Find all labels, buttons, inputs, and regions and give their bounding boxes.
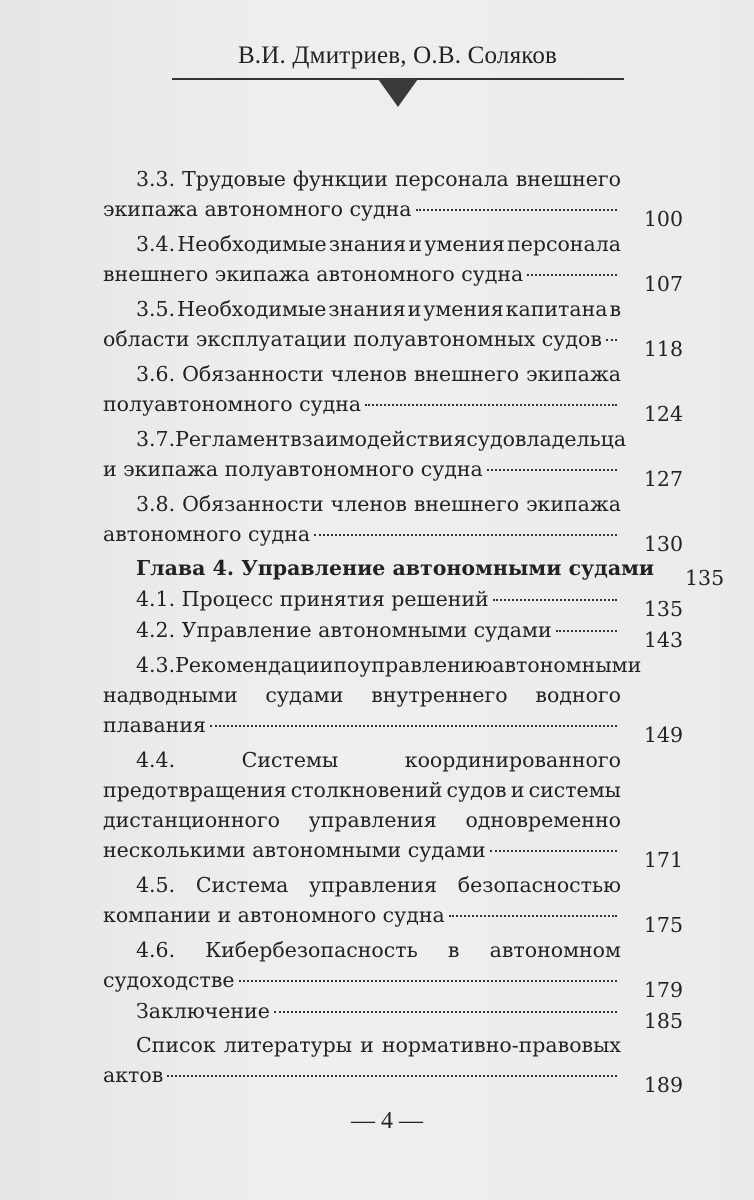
toc-entry [103, 745, 683, 872]
toc-page-number: 107 [643, 272, 683, 296]
toc-entry-text: надводными судами внутреннего водного [103, 683, 621, 707]
toc-entry-text: 3.7. Регламент взаимодействия судовладельца [136, 427, 627, 451]
toc-entry-text: Список литературы и нормативно-правовых [136, 1033, 621, 1057]
toc-entry-text: внешнего экипажа автономного судна [103, 262, 524, 286]
toc-page-number: 149 [643, 723, 683, 747]
dot-leader [167, 1075, 617, 1077]
toc-entry-text: плавания [103, 713, 206, 737]
toc-page-number: 175 [643, 913, 683, 937]
dot-leader [449, 915, 617, 917]
toc-entry-text: 4.6. Кибербезопасность в автономном [136, 938, 621, 962]
toc-entry [103, 996, 683, 1033]
toc-entry [103, 615, 683, 652]
toc-page-number: 179 [643, 978, 683, 1002]
toc-entry-text: дистанционного управления одновременно [103, 808, 621, 832]
toc-page-number: 135 [643, 597, 683, 621]
toc-entry-text: предотвращения столкновений судов и системы [103, 778, 621, 802]
dot-leader [365, 404, 617, 406]
toc-entry-text: актов [103, 1063, 164, 1087]
table-of-contents [103, 164, 725, 1097]
toc-page-number: 185 [643, 1009, 683, 1033]
toc-entry-text: области эксплуатации полуавтономных судов [103, 327, 602, 351]
header-triangle-ornament [378, 79, 418, 107]
toc-entry-text: 3.5. Необходимые знания и умения капитана в [136, 297, 621, 321]
dot-leader [210, 725, 617, 727]
toc-entry [103, 650, 683, 747]
toc-entry-text: 3.4. Необходимые знания и умения персонала [136, 232, 621, 256]
toc-entry [103, 935, 683, 1002]
toc-entry-text: Глава 4. Управление автономными судами [136, 556, 655, 580]
toc-entry-text: 3.6. Обязанности членов внешнего экипажа [136, 362, 621, 386]
toc-entry-text: компании и автономного судна [103, 903, 445, 927]
toc-entry-text: 3.3. Трудовые функции персонала внешнего [136, 167, 621, 191]
running-head-authors: В.И. Дмитриев, О.В. Соляков [237, 42, 558, 69]
toc-entry [103, 424, 683, 491]
page-number: — 4 — [351, 1108, 423, 1134]
toc-page-number: 124 [643, 402, 683, 426]
dot-leader [239, 980, 617, 982]
toc-entry-text: автономного судна [103, 522, 311, 546]
toc-entry [103, 870, 683, 937]
toc-entry [103, 584, 683, 621]
toc-entry-text: 3.8. Обязанности членов внешнего экипажа [136, 492, 621, 516]
toc-page-number: 135 [685, 566, 725, 590]
toc-entry [103, 229, 683, 296]
dot-leader [487, 469, 617, 471]
toc-page-number: 143 [643, 628, 683, 652]
toc-entry-text: 4.3. Рекомендации по управлению автономными [136, 653, 642, 677]
dot-leader [606, 339, 617, 341]
toc-entry [103, 1030, 683, 1097]
toc-entry [103, 359, 683, 426]
toc-entry-text: полуавтономного судна [103, 392, 362, 416]
toc-page-number: 189 [643, 1073, 683, 1097]
toc-page-number: 100 [643, 207, 683, 231]
dot-leader [416, 209, 618, 211]
dot-leader [274, 1011, 617, 1013]
toc-entry [103, 164, 683, 231]
toc-entry-text: 4.1. Процесс принятия решений [136, 587, 489, 611]
toc-page-number: 127 [643, 467, 683, 491]
toc-entry [103, 294, 683, 361]
toc-entry-text: Заключение [136, 999, 270, 1023]
dot-leader [556, 630, 617, 632]
dot-leader [314, 534, 617, 536]
dot-leader [527, 274, 617, 276]
toc-entry-text: 4.5. Система управления безопасностью [136, 873, 621, 897]
toc-page-number: 130 [643, 532, 683, 556]
toc-entry-text: экипажа автономного судна [103, 197, 412, 221]
toc-entry-text: и экипажа полуавтономного судна [103, 457, 483, 481]
toc-entry-text: несколькими автономными судами [103, 838, 486, 862]
toc-entry-text: 4.4. Системы координированного [136, 748, 621, 772]
toc-page-number: 118 [643, 337, 683, 361]
toc-entry [103, 553, 725, 590]
dot-leader [493, 599, 617, 601]
dot-leader [490, 850, 617, 852]
toc-page-number: 171 [643, 848, 683, 872]
toc-entry-text: судоходстве [103, 968, 235, 992]
toc-entry-text: 4.2. Управление автономными судами [136, 618, 552, 642]
toc-entry [103, 489, 683, 556]
